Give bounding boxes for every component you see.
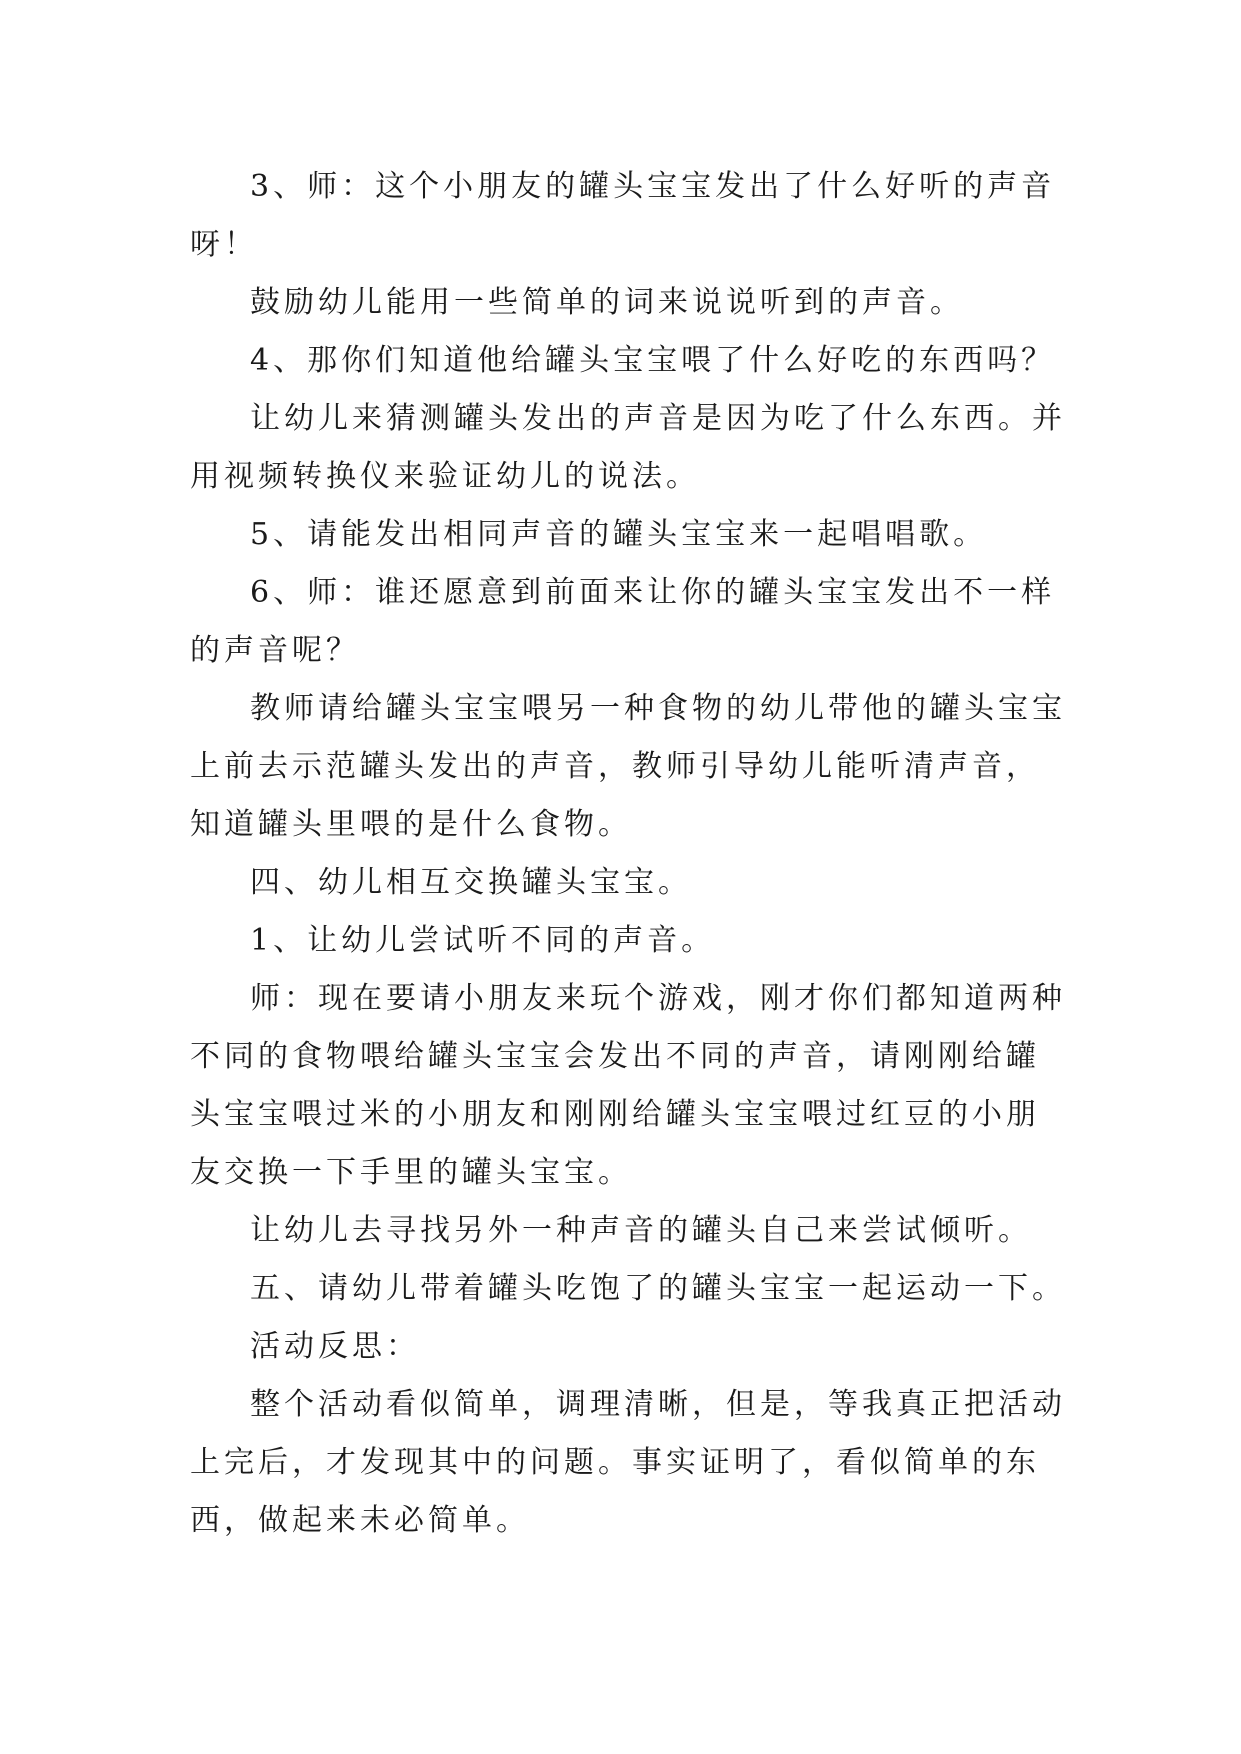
paragraph-12: 五、请幼儿带着罐头吃饱了的罐头宝宝一起运动一下。: [250, 1271, 1066, 1306]
paragraph-9: 1、让幼儿尝试听不同的声音。: [250, 923, 716, 958]
paragraph-8: 四、幼儿相互交换罐头宝宝。: [250, 865, 692, 900]
paragraph-3: 4、那你们知道他给罐头宝宝喂了什么好吃的东西吗？: [250, 343, 1056, 378]
paragraph-2: 鼓励幼儿能用一些简单的词来说说听到的声音。: [250, 285, 964, 320]
paragraph-11: 让幼儿去寻找另外一种声音的罐头自己来尝试倾听。: [250, 1213, 1032, 1248]
paragraph-13: 活动反思：: [250, 1329, 420, 1364]
document-body: [190, 158, 1070, 1550]
paragraph-10: 师：现在要请小朋友来玩个游戏，刚才你们都知道两种不同的食物喂给罐头宝宝会发出不同的声音，请刚刚给罐头宝宝喂过米的小朋友和刚刚给罐头宝宝喂过红豆的小朋友交换一下手里的罐头宝宝。: [190, 981, 1066, 1190]
paragraph-14: 整个活动看似简单，调理清晰，但是，等我真正把活动上完后，才发现其中的问题。事实证明了，看似简单的东西，做起来未必简单。: [190, 1387, 1066, 1538]
paragraph-1: 3、师：这个小朋友的罐头宝宝发出了什么好听的声音呀！: [190, 169, 1056, 262]
paragraph-4: 让幼儿来猜测罐头发出的声音是因为吃了什么东西。并用视频转换仪来验证幼儿的说法。: [190, 401, 1066, 494]
paragraph-7: 教师请给罐头宝宝喂另一种食物的幼儿带他的罐头宝宝上前去示范罐头发出的声音，教师引导幼儿能听清声音，知道罐头里喂的是什么食物。: [190, 691, 1066, 842]
paragraph-6: 6、师：谁还愿意到前面来让你的罐头宝宝发出不一样的声音呢？: [190, 575, 1056, 668]
paragraph-5: 5、请能发出相同声音的罐头宝宝来一起唱唱歌。: [250, 517, 988, 552]
